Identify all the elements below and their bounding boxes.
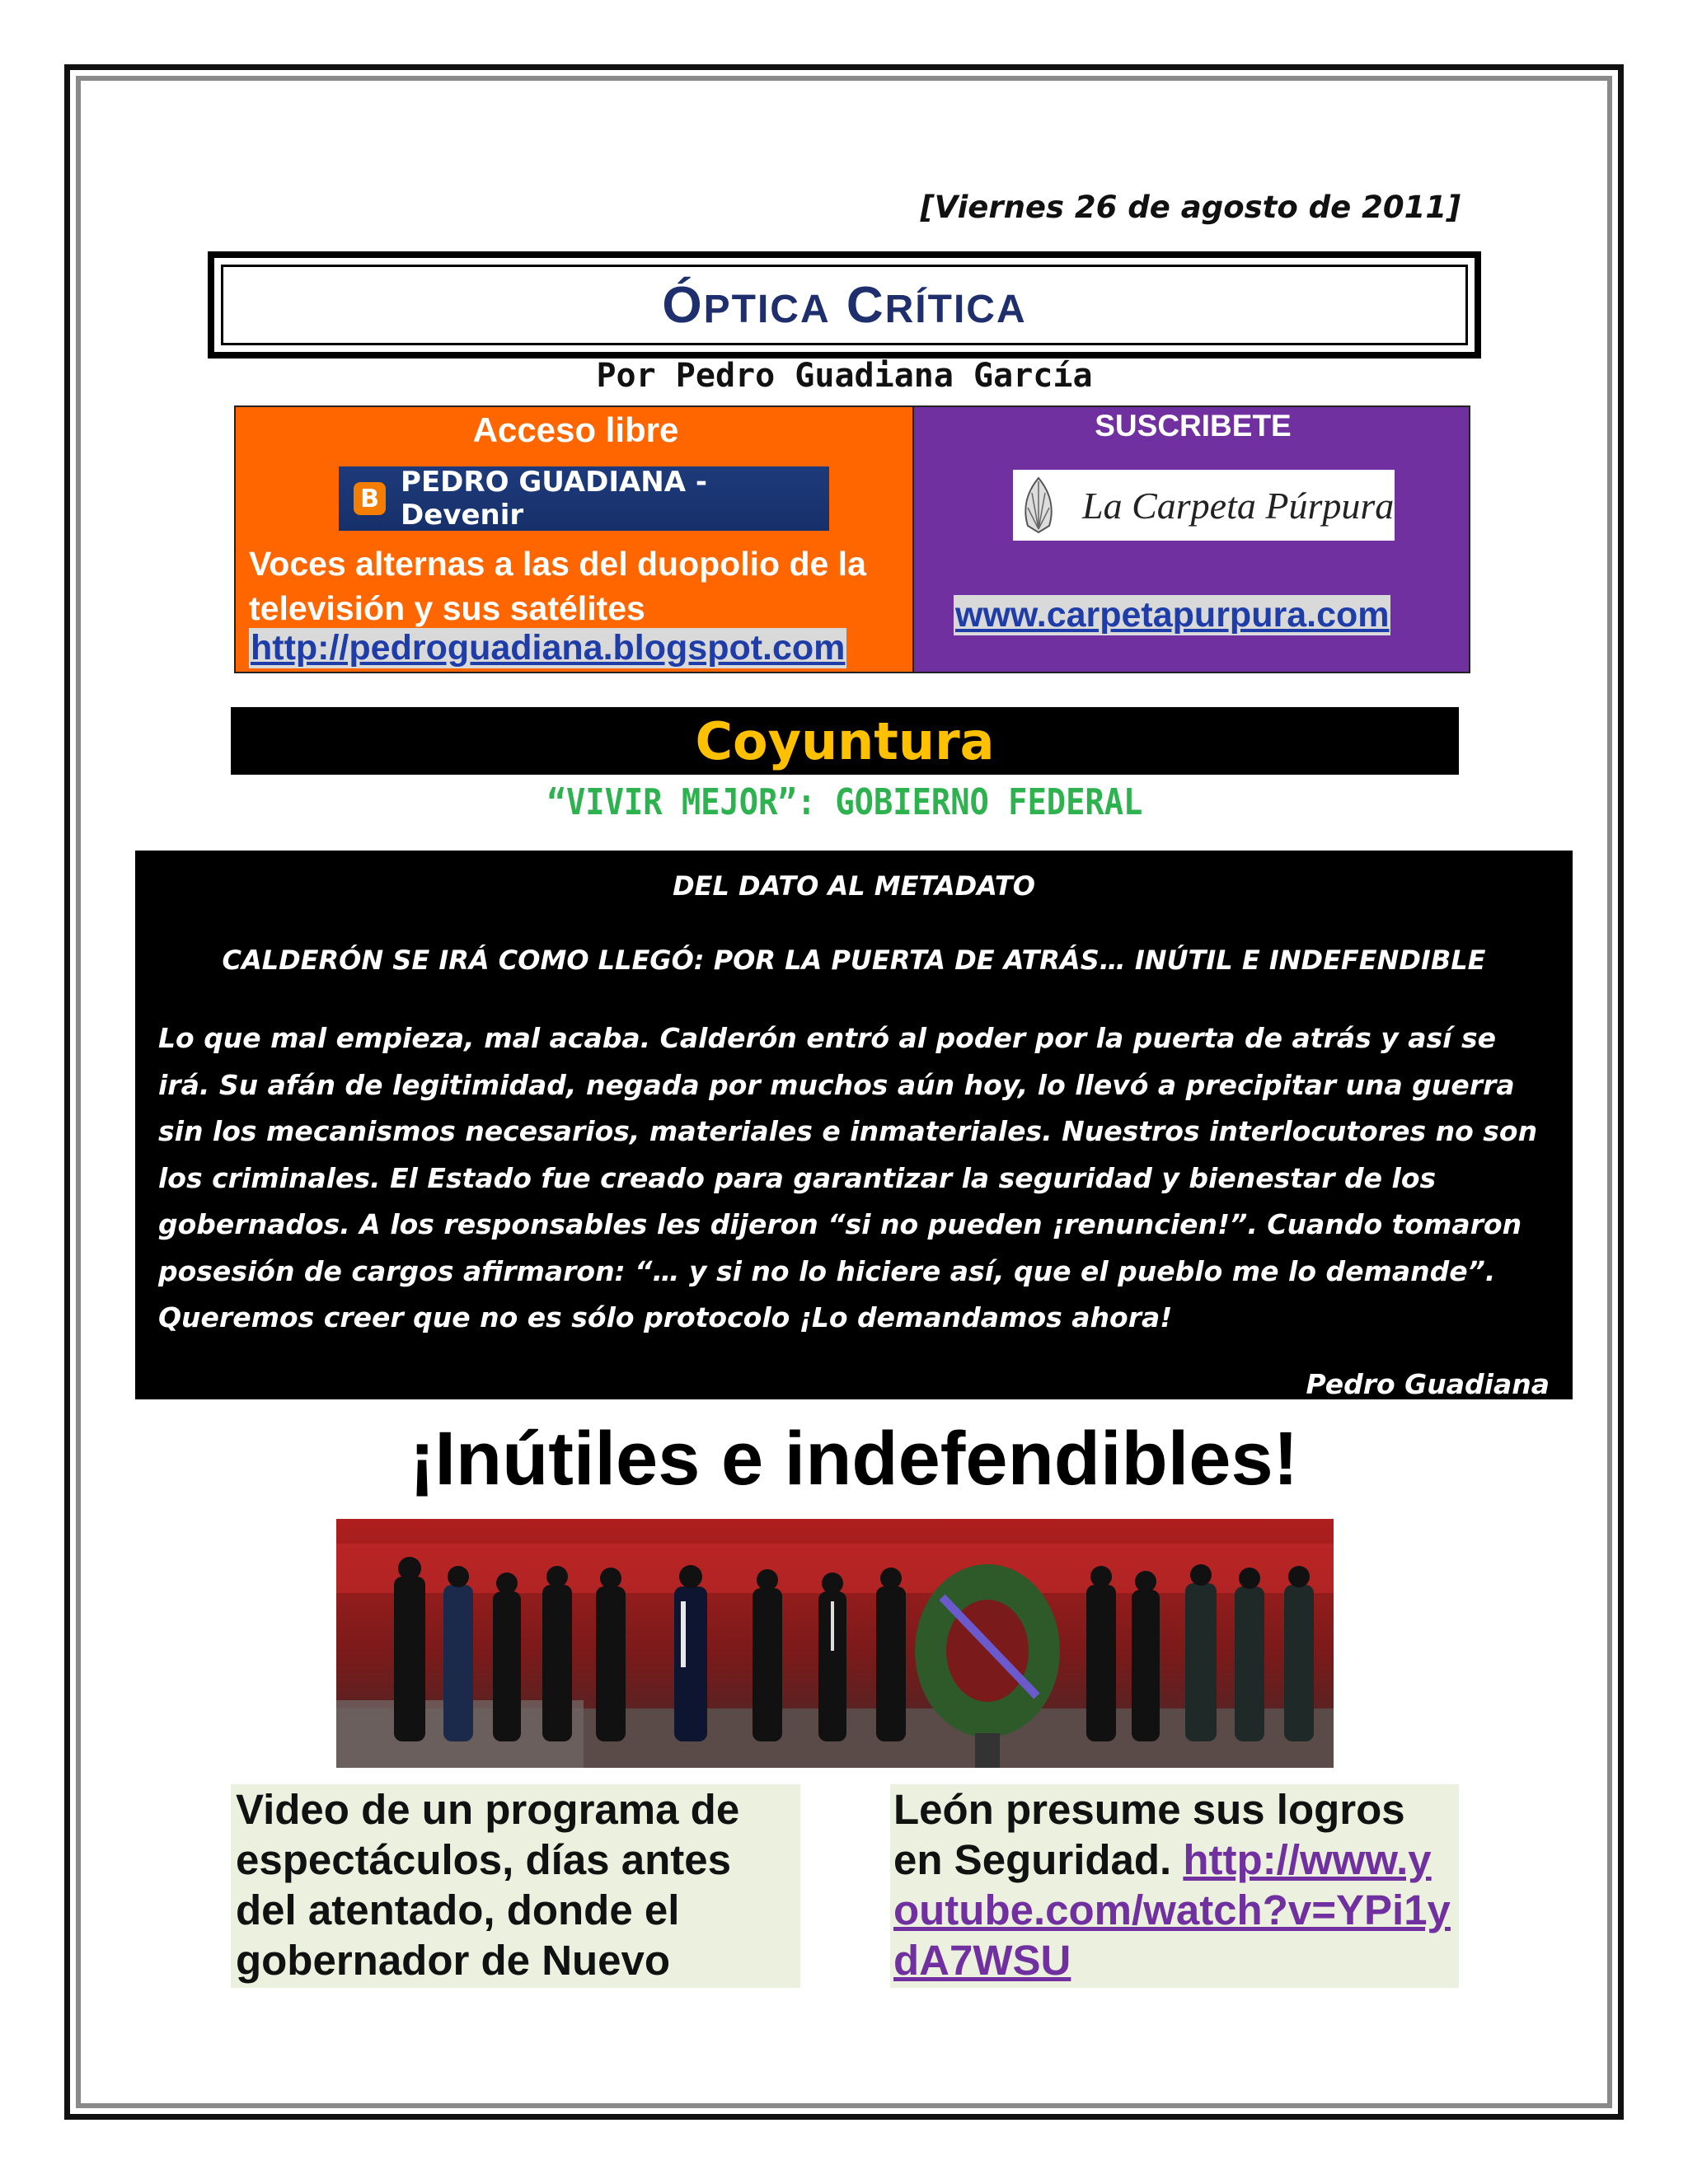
carpeta-logo-text: La Carpeta Púrpura xyxy=(1082,484,1395,527)
headline: ¡Inútiles e indefendibles! xyxy=(409,1417,1299,1501)
ceremony-photo xyxy=(336,1519,1334,1768)
editorial-heading: DEL DATO AL METADATO xyxy=(673,870,1035,902)
blog-link[interactable]: http://pedroguadiana.blogspot.com xyxy=(251,628,846,668)
free-access-heading: Acceso libre xyxy=(472,410,679,449)
section-subtitle: “VIVIR MEJOR”: GOBIERNO FEDERAL xyxy=(546,781,1143,823)
issue-date: [Viernes 26 de agosto de 2011] xyxy=(920,190,1461,225)
blog-badge-text: PEDRO GUADIANA - Devenir xyxy=(401,466,708,532)
editorial-subheading: CALDERÓN SE IRÁ COMO LLEGÓ: POR LA PUERTA DE ATRÁS… INÚTIL E INDEFENDIBLE xyxy=(222,944,1486,976)
blogger-icon: B xyxy=(354,482,386,515)
byline: Por Pedro Guadiana García xyxy=(596,357,1093,395)
shell-icon xyxy=(1020,476,1057,534)
section-bar xyxy=(231,707,1459,775)
editorial-author: Pedro Guadiana xyxy=(1306,1367,1550,1400)
free-access-panel xyxy=(234,405,914,673)
subscribe-panel xyxy=(912,405,1470,673)
section-title: Coyuntura xyxy=(695,710,995,771)
caption-right-text: León presume sus logros en Seguridad. xyxy=(893,1786,1405,1883)
subscribe-heading: SUSCRIBETE xyxy=(1095,409,1292,443)
masthead-box xyxy=(208,251,1481,359)
masthead-title: ÓPTICA CRÍTICA xyxy=(662,276,1027,334)
caption-left: Video de un programa de espectáculos, días antes del atentado, donde el gobernador de Nuevo xyxy=(231,1784,800,1988)
ceremony-photo-image xyxy=(336,1519,1334,1768)
caption-right xyxy=(890,1784,1459,1988)
blog-badge[interactable] xyxy=(339,466,829,531)
blog-description: Voces alternas a las del duopolio de la televisión y sus satélites xyxy=(249,545,866,627)
carpeta-link[interactable]: www.carpetapurpura.com xyxy=(955,595,1390,635)
editorial-box xyxy=(135,851,1573,1399)
carpeta-purpura-logo[interactable] xyxy=(1013,470,1395,541)
youtube-link[interactable]: http://www.youtube.com/watch?v=YPi1ydA7WSU xyxy=(893,1836,1451,1984)
editorial-body: Lo que mal empieza, mal acaba. Calderón entró al poder por la puerta de atrás y así se irá. Su afán de legitimidad, negada por muchos aún hoy, lo llevó a precipitar una guerra sin los mecanismos necesarios, materiales e inmateriales. Nuestros interlocutores no son los criminales. El Estado fue creado para garantizar la seguridad y bienestar de los gobernados. A los responsables les dijeron “si no pueden ¡renuncien!”. Cuando tomaron posesión de cargos afirmaron: “… y si no lo hiciere así, que el pueblo me lo demande”. Queremos creer que no es sólo protocolo ¡Lo demandamos ahora! xyxy=(158,1022,1538,1333)
